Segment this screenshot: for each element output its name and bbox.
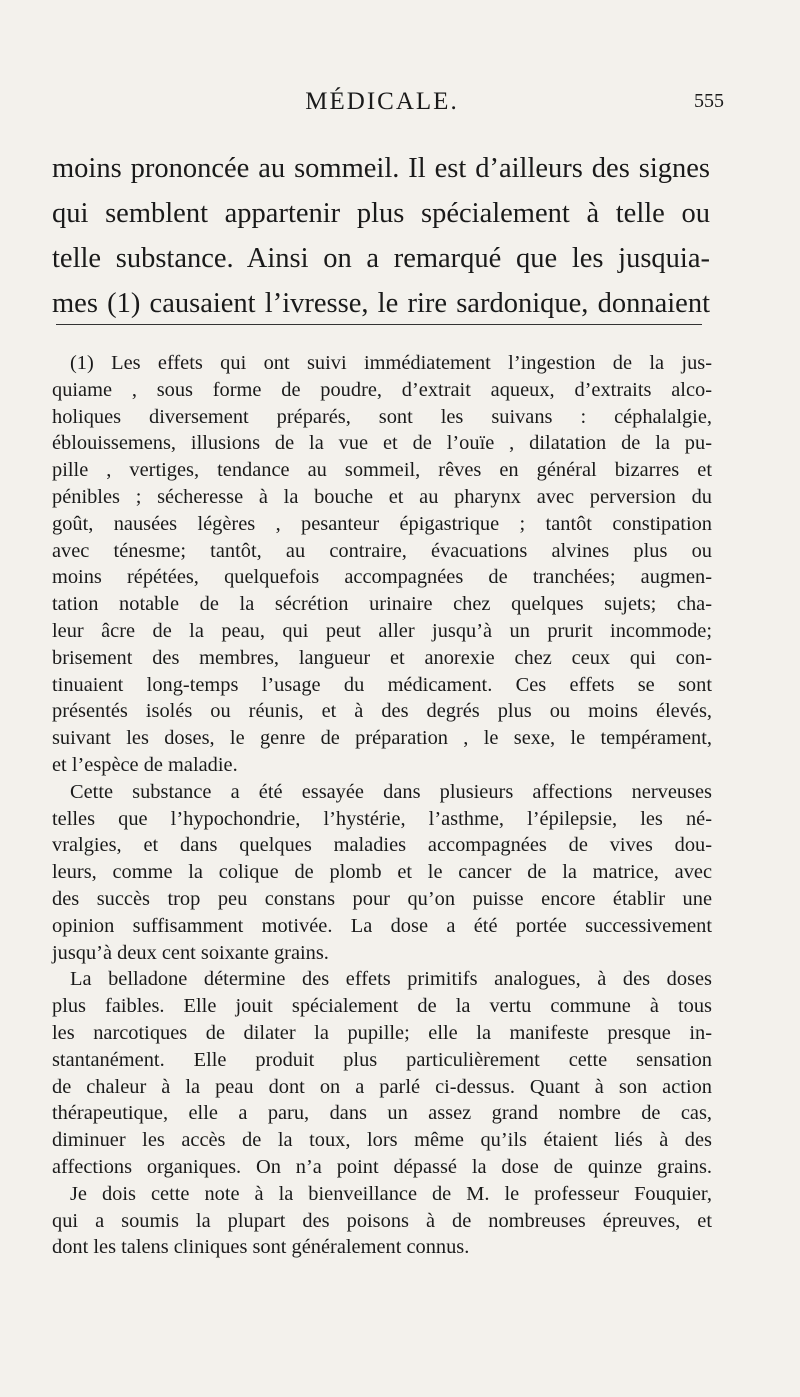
main-text-line: mes (1) causaient l’ivresse, le rire sardonique, donnaient [52, 288, 710, 319]
footnote-line: moins répétées, quelquefois accompagnées de tranchées; augmen- [52, 566, 712, 589]
footnote-divider [56, 324, 702, 325]
footnote-line: Cette substance a été essayée dans plusieurs affections nerveuses [70, 780, 712, 803]
footnote-line: de chaleur à la peau dont on a parlé ci-dessus. Quant à son action [52, 1075, 712, 1098]
footnote-line: (1) Les effets qui ont suivi immédiatement l’ingestion de la jus- [70, 352, 712, 374]
footnote-line: La belladone détermine des effets primitifs analogues, à des doses [70, 968, 712, 991]
footnote-line: plus faibles. Elle jouit spécialement de la vertu commune à tous [52, 995, 712, 1018]
footnote-line: pille , vertiges, tendance au sommeil, rêves en général bizarres et [52, 459, 712, 482]
footnote-line: opinion suffisamment motivée. La dose a été portée successivement [52, 914, 712, 937]
footnote-line: des succès trop peu constans pour qu’on puisse encore établir une [52, 887, 712, 910]
footnote-line: stantanément. Elle produit plus particulièrement cette sensation [52, 1048, 712, 1071]
main-text-line: telle substance. Ainsi on a remarqué que les jusquia- [52, 243, 710, 274]
footnote-line: Je dois cette note à la bienveillance de M. le professeur Fouquier, [70, 1182, 712, 1205]
footnote-line: pénibles ; sécheresse à la bouche et au pharynx avec perversion du [52, 485, 712, 508]
footnote-line: tation notable de la sécrétion urinaire chez quelques sujets; cha- [52, 593, 712, 616]
footnote-line: présentés isolés ou réunis, et à des degrés plus ou moins élevés, [52, 700, 712, 723]
footnote-line: et l’espèce de maladie. [52, 753, 238, 776]
footnote-line: goût, nausées légères , pesanteur épigastrique ; tantôt constipation [52, 512, 712, 535]
footnote-line: suivant les doses, le genre de préparation , le sexe, le tempérament, [52, 727, 712, 750]
footnote-line: holiques diversement préparés, sont les suivans : céphalalgie, [52, 405, 712, 428]
footnote-line: leur âcre de la peau, qui peut aller jusqu’à un prurit incommode; [52, 619, 712, 642]
main-text-line: moins prononcée au sommeil. Il est d’ailleurs des signes [52, 153, 710, 184]
footnote-line: quiame , sous forme de poudre, d’extrait aqueux, d’extraits alco- [52, 378, 712, 401]
footnote-line: éblouissemens, illusions de la vue et de l’ouïe , dilatation de la pu- [52, 432, 712, 455]
footnote-block [52, 350, 712, 1261]
footnote-line: avec ténesme; tantôt, au contraire, évacuations alvines plus ou [52, 539, 712, 562]
main-text-line: qui semblent appartenir plus spécialement à telle ou [52, 198, 710, 229]
footnote-line: les narcotiques de dilater la pupille; elle la manifeste presque in- [52, 1021, 712, 1044]
running-title: MÉDICALE. [305, 88, 459, 115]
footnote-line: affections organiques. On n’a point dépassé la dose de quinze grains. [52, 1155, 712, 1178]
footnote-line: qui a soumis la plupart des poisons à de nombreuses épreuves, et [52, 1209, 712, 1232]
footnote-line: thérapeutique, elle a paru, dans un assez grand nombre de cas, [52, 1102, 712, 1125]
main-text-block [52, 146, 710, 326]
footnote-line: brisement des membres, langueur et anorexie chez ceux qui con- [52, 646, 712, 669]
footnote-line: jusqu’à deux cent soixante grains. [52, 941, 329, 964]
page-number: 555 [694, 90, 724, 112]
footnote-line: telles que l’hypochondrie, l’hystérie, l’asthme, l’épilepsie, les né- [52, 807, 712, 830]
footnote-line: vralgies, et dans quelques maladies accompagnées de vives dou- [52, 834, 712, 857]
footnote-line: dont les talens cliniques sont généralement connus. [52, 1236, 470, 1259]
footnote-line: diminuer les accès de la toux, lors même qu’ils étaient liés à des [52, 1129, 712, 1152]
footnote-line: tinuaient long-temps l’usage du médicament. Ces effets se sont [52, 673, 712, 696]
footnote-line: leurs, comme la colique de plomb et le cancer de la matrice, avec [52, 861, 712, 884]
running-head [52, 84, 724, 124]
